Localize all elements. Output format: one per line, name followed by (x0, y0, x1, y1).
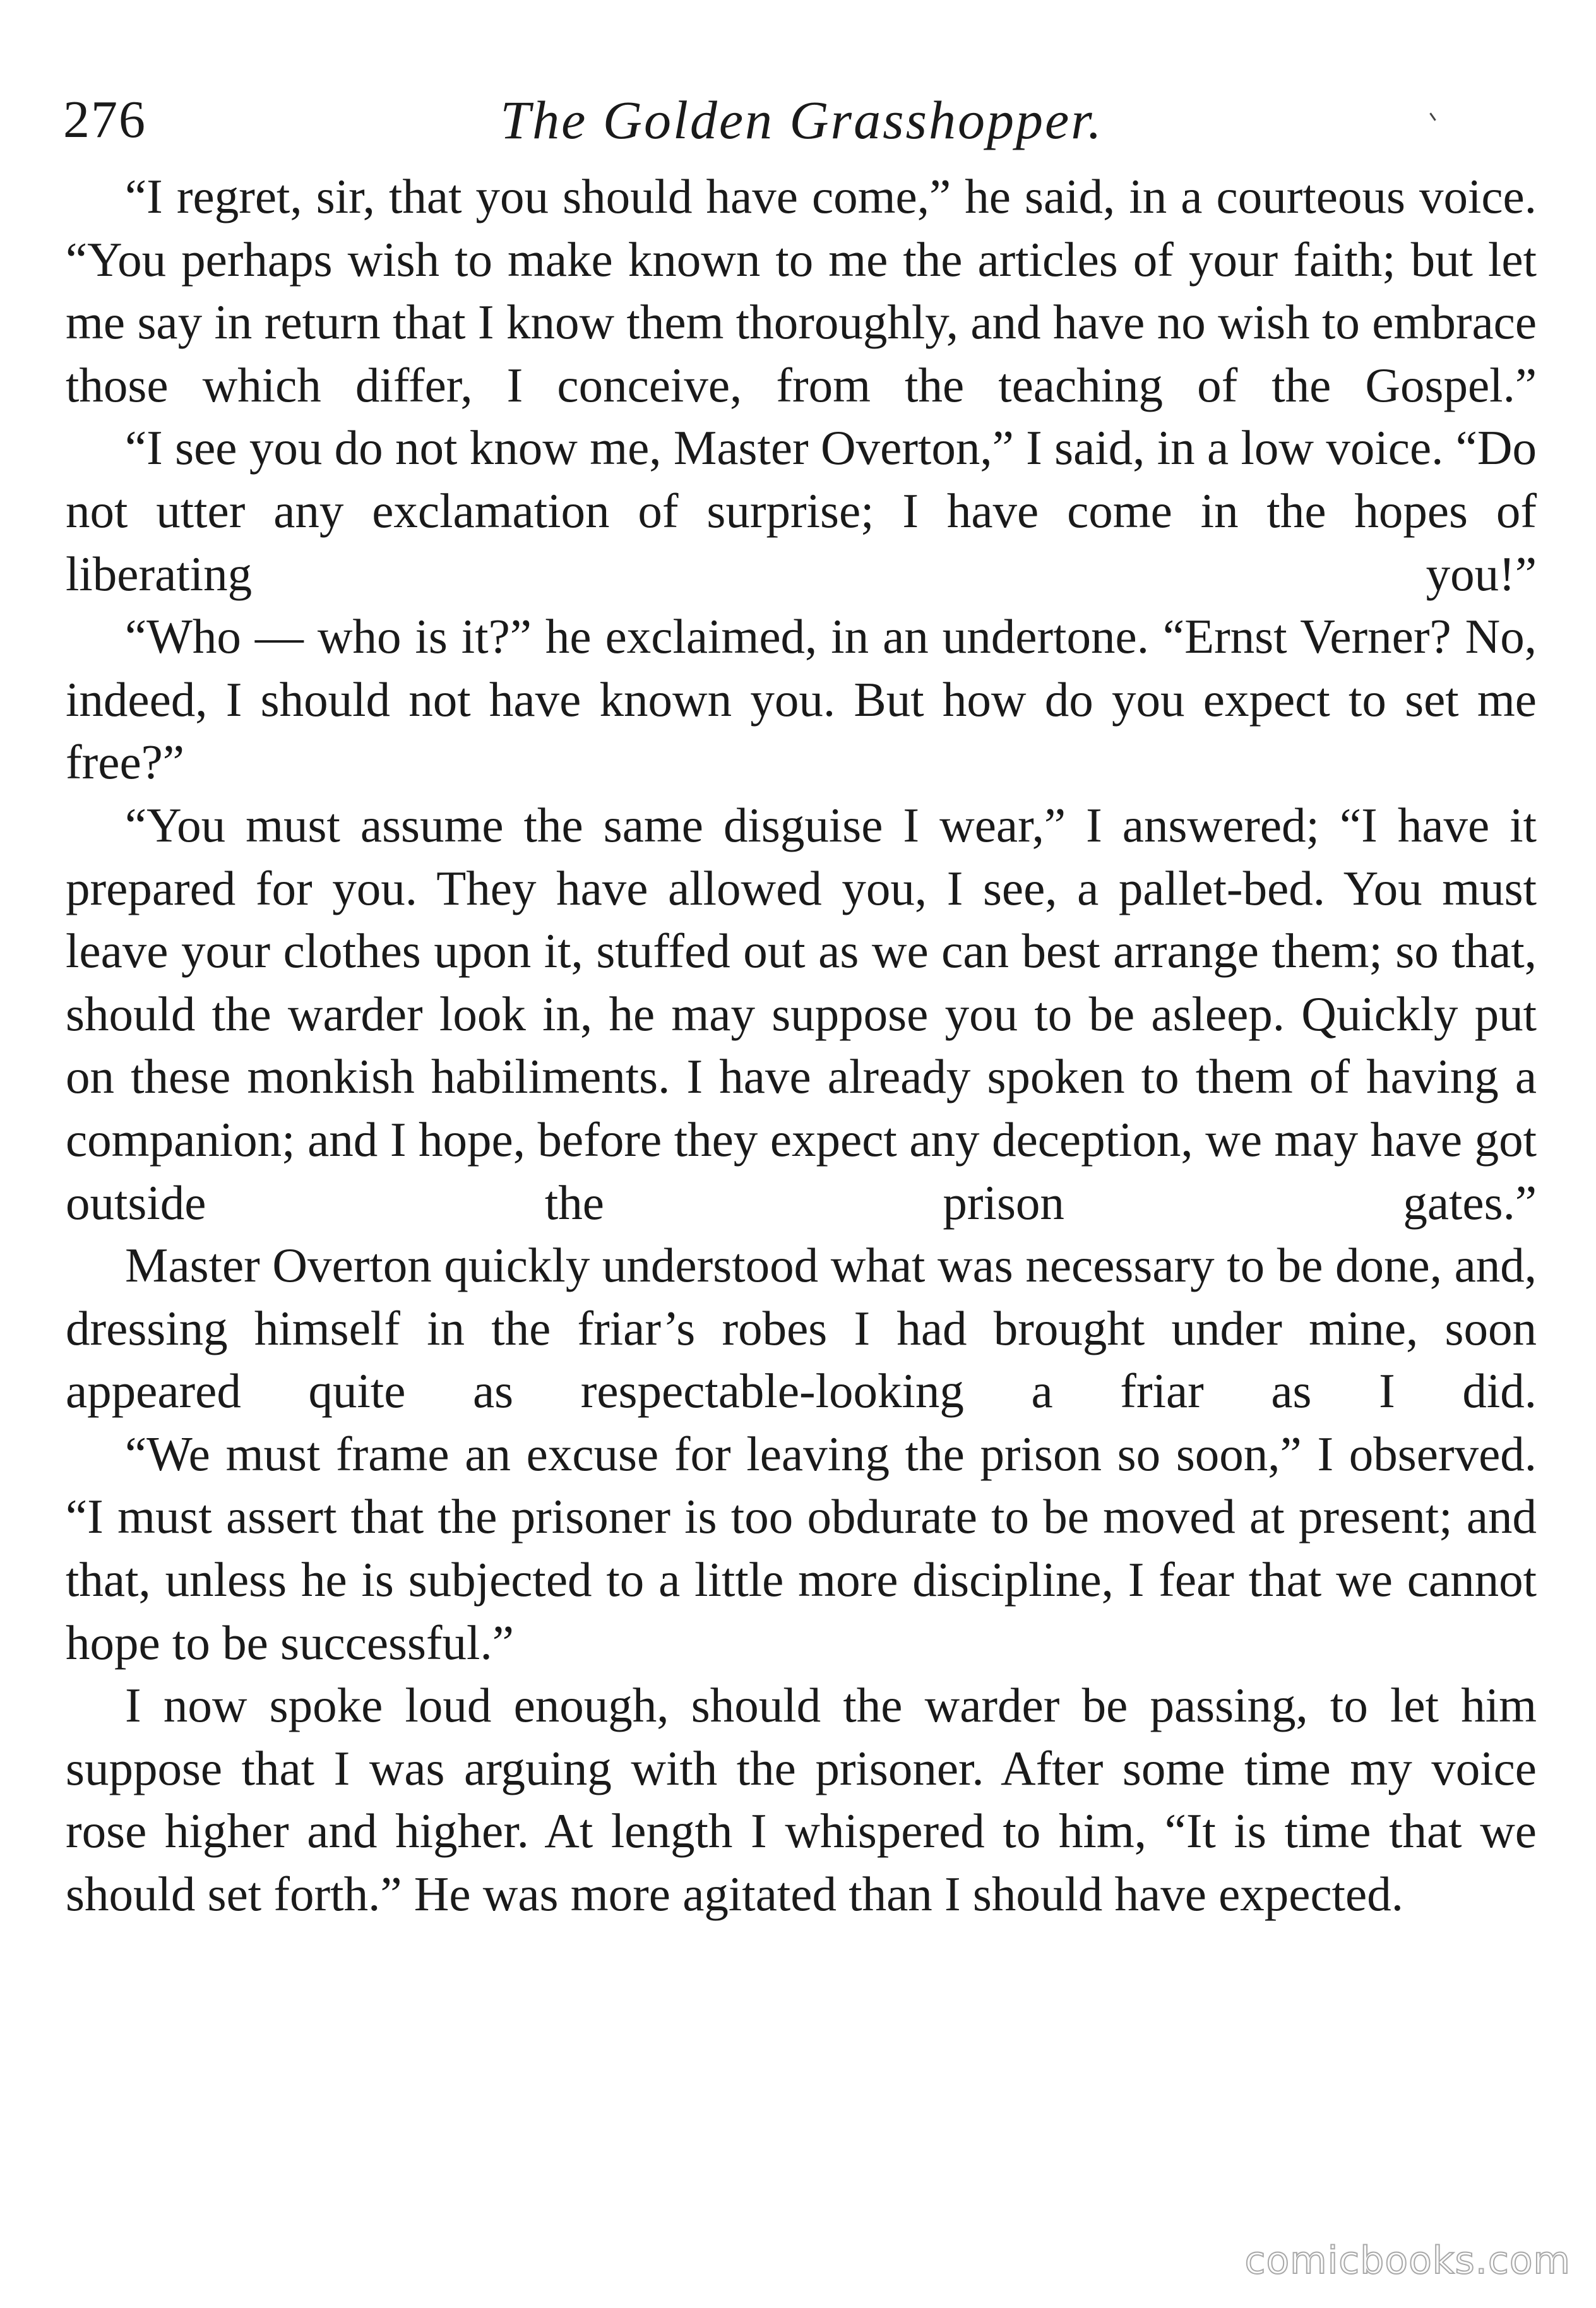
paragraph-4: “You must assume the same disguise I wear,” I answered; “I have it prepared for you. They have allowed you, I see, a pallet-bed. You must leave your clothes upon it, stuffed out as we can best arrange them; so that, should the warder look in, he may suppose you to be asleep. Quickly put on these monkish habiliments. I have already spoken to them of having a companion; and I hope, before they expect any deception, we may have got outside the prison gates.” (66, 797, 1537, 1230)
watermark: comicbooks.com (1244, 2239, 1571, 2283)
paragraph-3: “Who — who is it?” he exclaimed, in an undertone. “Ernst Verner? No, indeed, I should not have known you. But how do you expect to set me free?” (66, 609, 1537, 790)
paragraph-2: “I see you do not know me, Master Overton,” I said, in a low voice. “Do not utter any exclamation of surprise; I have come in the hopes of liberating you!” (66, 420, 1537, 601)
paragraph-1: “I regret, sir, that you should have come,” he said, in a courteous voice. “You perhaps wish to make known to me the articles of your faith; but let me say in return that I know them thoroughly, and have no wish to embrace those which differ, I conceive, from the teaching of the Gospel.” (66, 169, 1537, 412)
page-number: 276 (63, 90, 146, 149)
body-text (66, 165, 1537, 1926)
page-header (63, 76, 1540, 164)
running-title: The Golden Grasshopper. (500, 90, 1104, 150)
paragraph-5: Master Overton quickly understood what was necessary to be done, and, dressing himself in the friar’s robes I had brought under mine, soon appeared quite as respectable-looking a friar as I did. (66, 1238, 1537, 1419)
paragraph-7: I now spoke loud enough, should the warder be passing, to let him suppose that I was arguing with the prisoner. After some time my voice rose higher and higher. At length I whispered to him, “It is time that we should set forth.” He was more agitated than I should have expected. (66, 1678, 1537, 1922)
paragraph-6: “We must frame an excuse for leaving the prison so soon,” I observed. “I must assert that the prisoner is too obdurate to be moved at present; and that, unless he is subjected to a little more discipline, I fear that we cannot hope to be successful.” (66, 1426, 1537, 1670)
